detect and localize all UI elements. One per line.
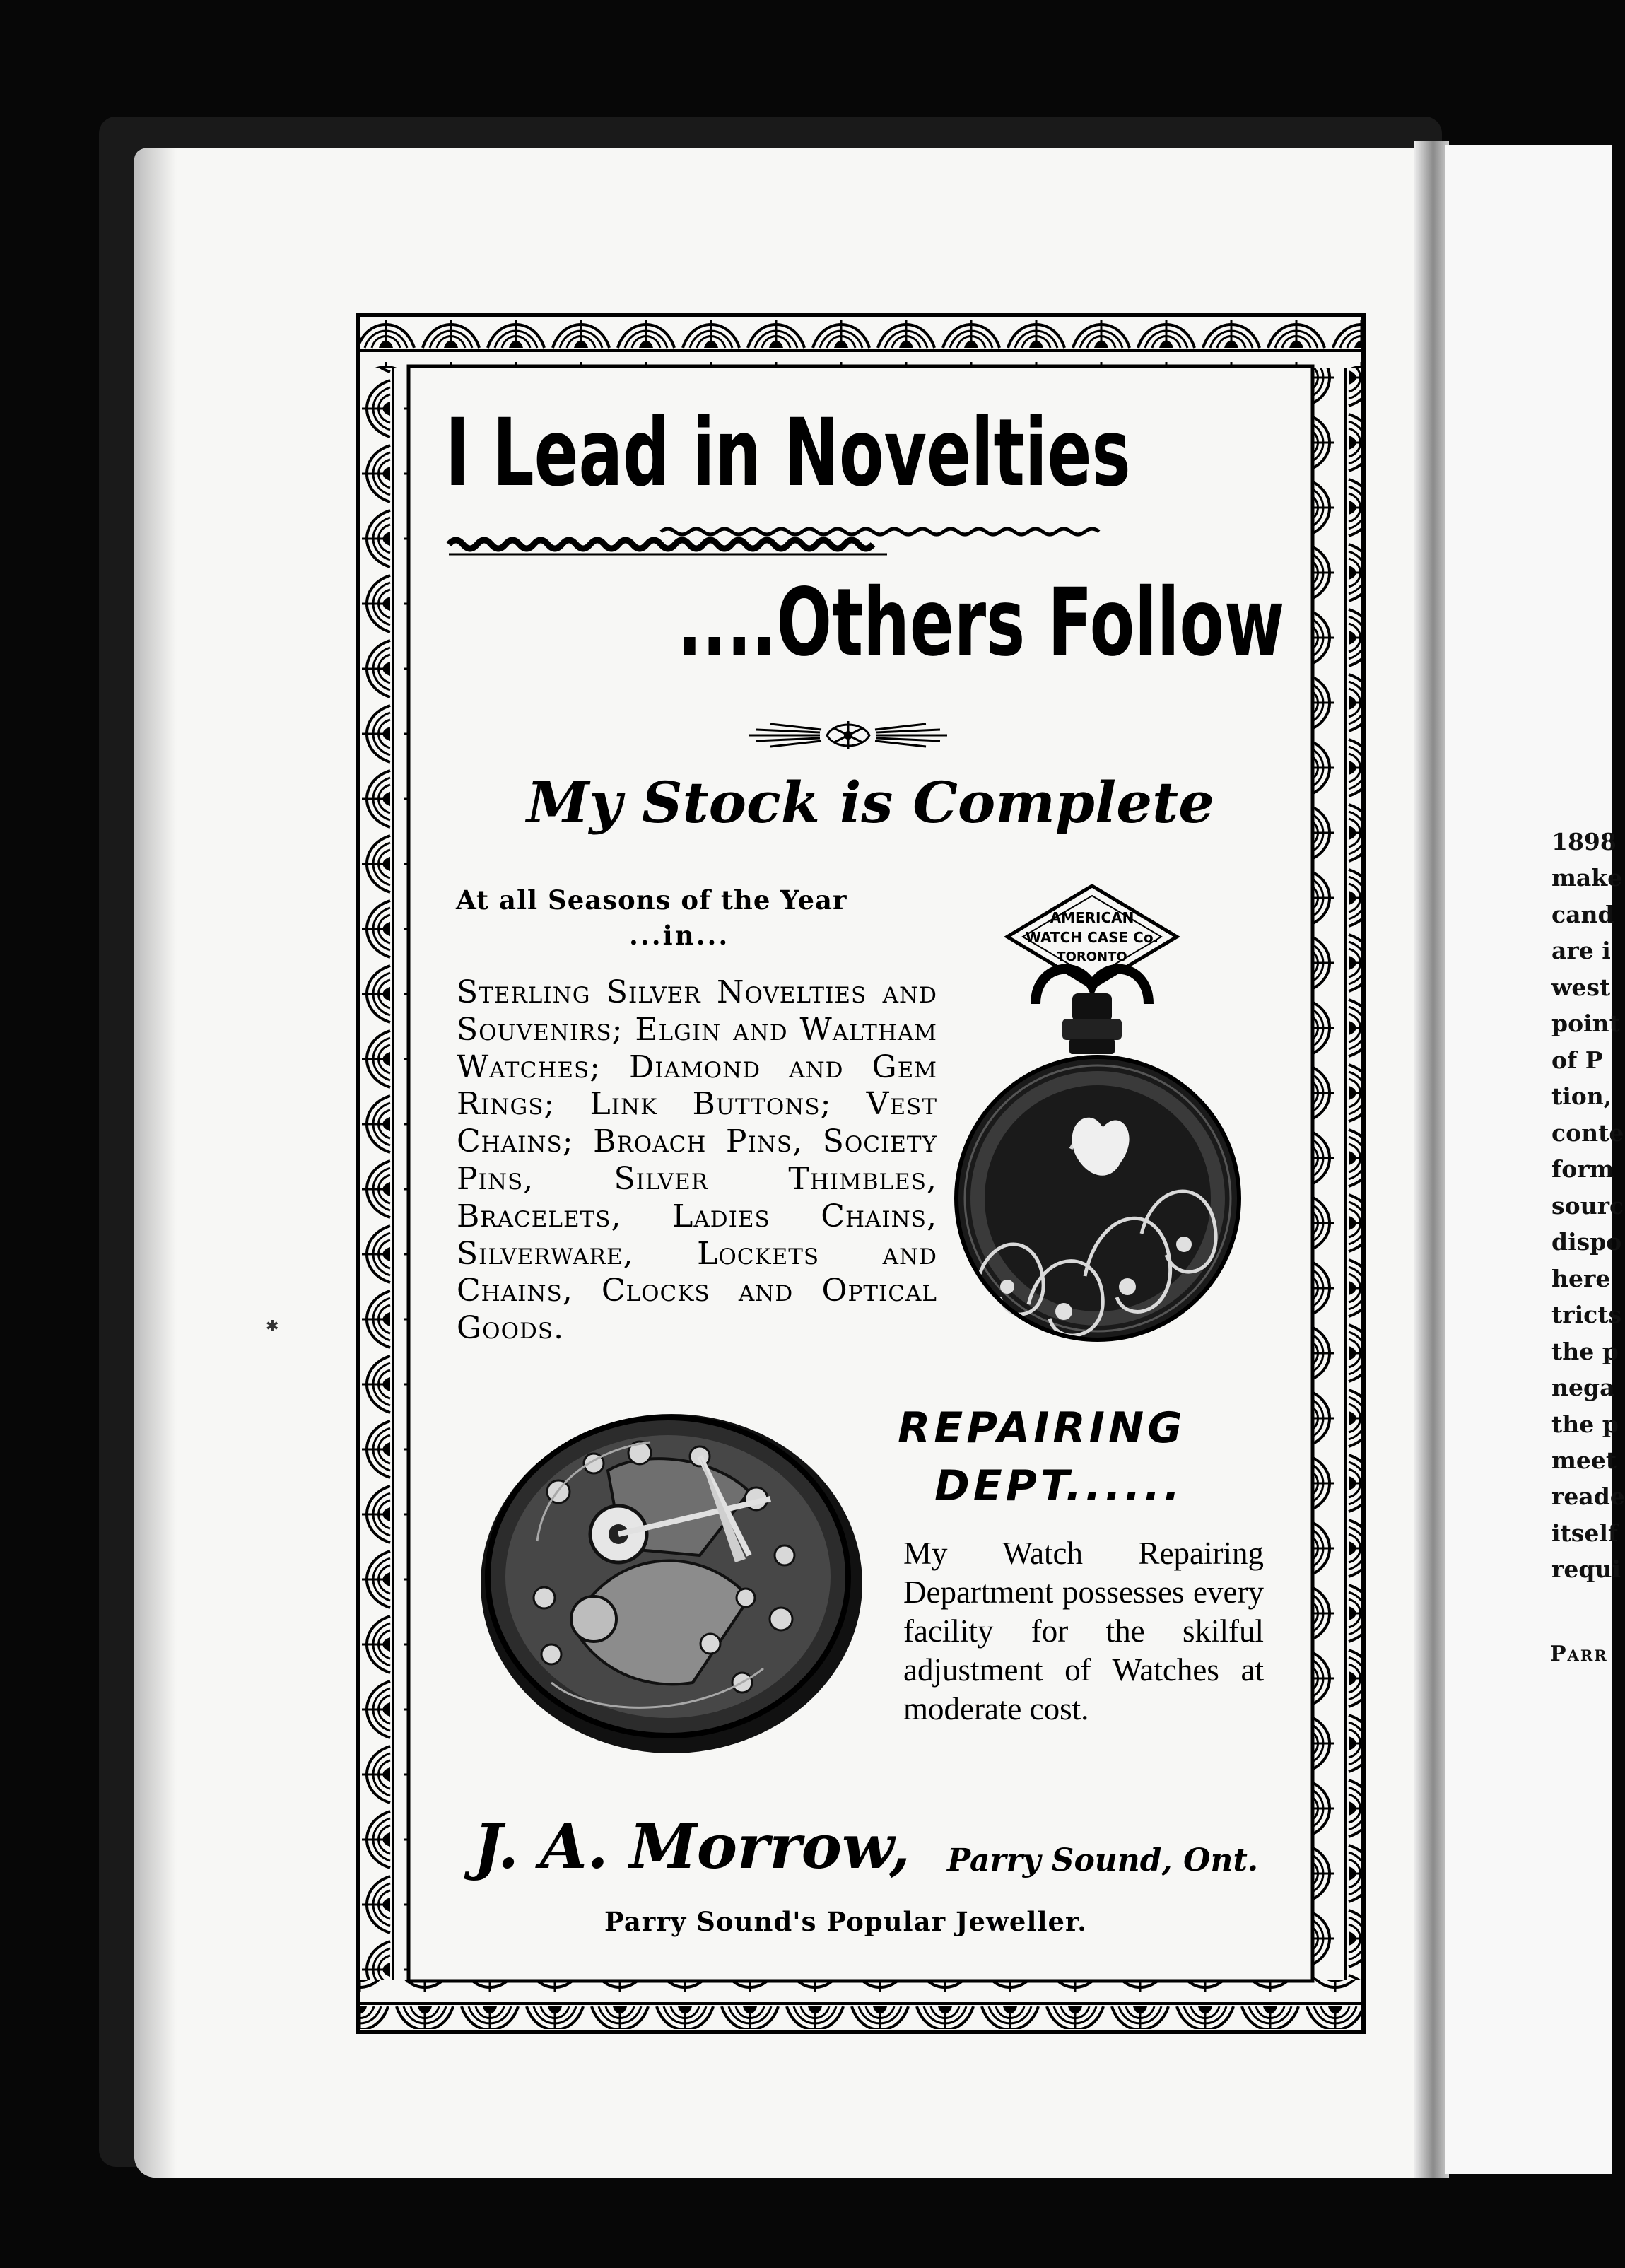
facing-page-line: cand [1551, 900, 1614, 928]
seasons-in: ...in... [629, 920, 730, 951]
facing-page-line: tion, [1551, 1082, 1612, 1111]
watch-case-badge [1007, 886, 1177, 988]
facing-page-line: the p [1551, 1337, 1619, 1365]
repair-body-text: My Watch Repairing Department possesses every facility for the skilful adjustment of Watches at moderate cost. [903, 1536, 1264, 1726]
facing-page-line: west [1551, 973, 1611, 1001]
stray-ink-mark: ✱ [266, 1318, 279, 1335]
page-edge-shadow [134, 148, 177, 2178]
facing-page-line: 1898 [1551, 828, 1617, 855]
stock-list: Sterling Silver Novelties and Souvenirs; Elgin and Waltham Watches; Diamond and Gem Rings; Link Buttons; Vest Chains; Broach Pins, Society Pins, Silver Thimbles, Bracelets, Ladies Chains, Silverware, Lockets and Chains, Clocks and Optical Goods. [457, 974, 937, 1347]
badge-text-watch-case: WATCH CASE Co. [1025, 929, 1159, 946]
badge-text-toronto: TORONTO [1057, 949, 1127, 964]
book-gutter [1414, 141, 1449, 2178]
watch-movement-illustration [467, 1386, 869, 1760]
facing-page-line: are i [1551, 937, 1611, 965]
jeweller-location: Parry Sound, Ont. [947, 1842, 1259, 1878]
facing-page-line: reade [1551, 1483, 1625, 1511]
facing-page-line: point [1551, 1010, 1620, 1038]
stock-heading: My Stock is Complete [527, 769, 1215, 836]
seasons-line: At all Seasons of the Year [456, 884, 847, 916]
repair-heading-line2: DEPT...... [934, 1461, 1184, 1511]
facing-page-line: requi [1551, 1555, 1621, 1584]
badge-text-american: AMERICAN [1050, 909, 1134, 926]
facing-page-line: the p [1551, 1410, 1619, 1438]
jeweller-tagline: Parry Sound's Popular Jeweller. [604, 1906, 1088, 1937]
facing-page-line: of P [1551, 1046, 1603, 1074]
facing-page-line: make [1551, 864, 1623, 892]
facing-page-line: sourc [1551, 1191, 1624, 1220]
facing-page-line: here [1551, 1264, 1611, 1292]
headline-others-follow: ....Others Follow [677, 568, 1285, 677]
facing-page-text-column [1551, 824, 1625, 1588]
repair-heading-line1: REPAIRING [898, 1403, 1186, 1453]
pocket-watch-illustration [951, 880, 1262, 1368]
facing-page-line: tricts [1551, 1301, 1622, 1329]
facing-page-line: nega [1551, 1374, 1615, 1402]
facing-page-line: form [1551, 1155, 1614, 1183]
facing-page-line: meet [1551, 1446, 1617, 1474]
facing-page-line: conte [1551, 1118, 1624, 1147]
divider-ornament-icon [742, 714, 954, 756]
facing-page-line: itself [1551, 1519, 1619, 1547]
wavy-underline [449, 523, 1106, 559]
headline-lead-in-novelties: I Lead in Novelties [445, 399, 1131, 508]
facing-page-line: dispo [1551, 1228, 1622, 1256]
facing-page-footer: Parr [1550, 1642, 1608, 1666]
jeweller-name: J. A. Morrow, [474, 1811, 910, 1883]
